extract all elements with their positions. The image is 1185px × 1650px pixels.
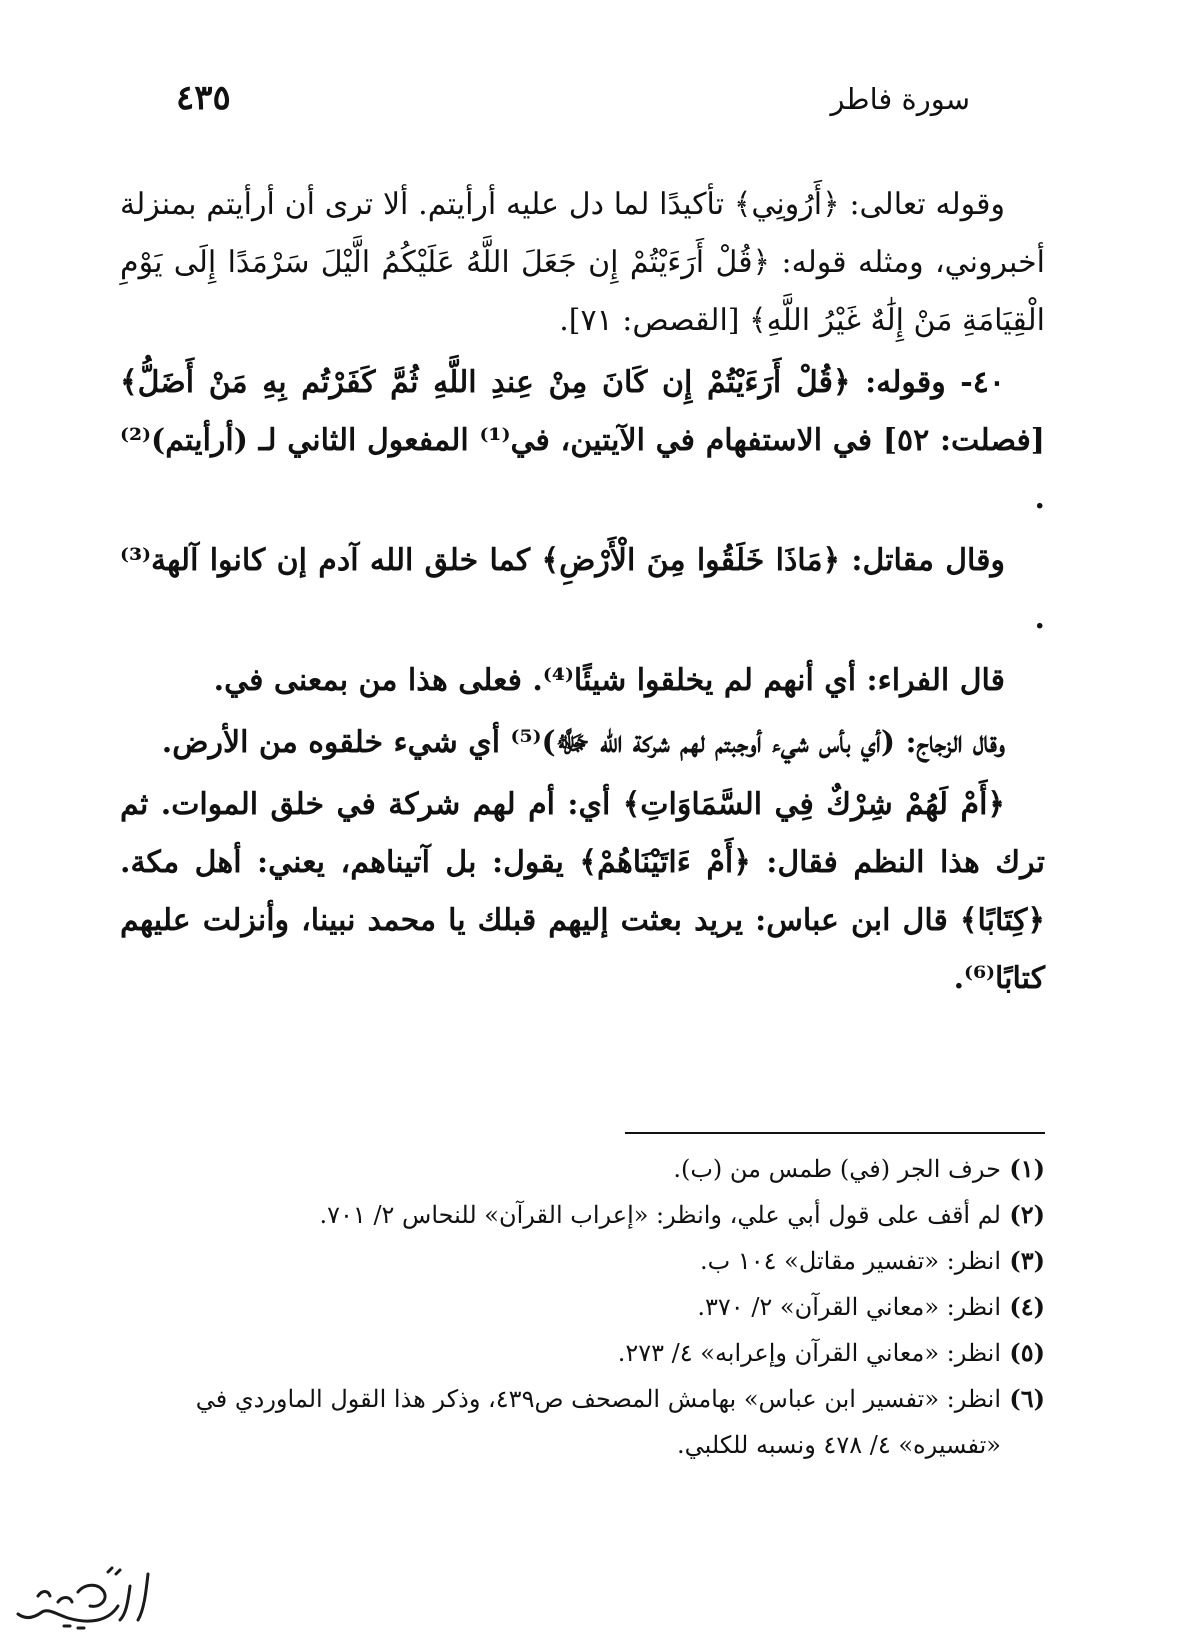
footnote-text: انظر: «معاني القرآن وإعرابه» ٤/ ٢٧٣. [617,1339,1001,1367]
footnote-number: (١) [1009,1154,1045,1183]
paragraph: ٤٠- وقوله: ﴿قُلْ أَرَءَيْتُمْ إِن كَانَ مِنْ عِندِ اللَّهِ ثُمَّ كَفَرْتُم بِهِ مَنْ أَضَلُّ﴾ [فصلت: ٥٢] في الاستفهام في الآيتين، في⁽¹⁾ المفعول الثاني لـ (أرأيتم)⁽²⁾ . [120,365,1046,516]
footnote-number: (٦) [1009,1384,1045,1413]
footnote [120,1284,1045,1330]
paragraph: وقال مقاتل: ﴿مَاذَا خَلَقُوا مِنَ الْأَرْضِ﴾ كما خلق الله آدم إن كانوا آلهة⁽³⁾ . [120,543,1045,636]
footnote [120,1376,1045,1468]
footnotes [120,1146,1045,1468]
footnote-number: (٤) [1009,1292,1045,1321]
page-header [176,78,970,128]
footnote-text: حرف الجر (في) طمس من (ب). [673,1155,1001,1183]
footnote-number: (٢) [1009,1200,1045,1229]
footnote [120,1238,1045,1284]
footnote-text: لم أقف على قول أبي علي، وانظر: «إعراب القرآن» للنحاس ٢/ ٧٠١. [319,1201,1001,1229]
footnote-text: انظر: «تفسير مقاتل» ١٠٤ ب. [699,1247,1001,1275]
paragraph: ﴿أَمْ لَهُمْ شِرْكٌ فِي السَّمَاوَاتِ﴾ أي: أم لهم شركة في خلق الموات. ثم ترك هذا النظم فقال: ﴿أَمْ ءَاتَيْنَاهُمْ﴾ يقول: بل آتيناهم، يعني: أهل مكة. ﴿كِتَابًا﴾ قال ابن عباس: يريد بعثت إليهم قبلك يا محمد نبينا، وأنزلت عليهم كتابًا⁽⁶⁾. [120,787,1045,996]
footnote-text: انظر: «تفسير ابن عباس» بهامش المصحف ص٤٣٩، وذكر هذا القول الماوردي في «تفسيره» ٤/ ٤٧٨ ونسبه للكلبي. [195,1385,1001,1459]
footnote [120,1330,1045,1376]
paragraph: وقال الزجاج: (أي بأس شيء أوجبتم لهم شركة الله ﷻ)⁽⁵⁾ أي شيء خلقوه من الأرض. [161,725,1005,760]
footnote [120,1192,1045,1238]
page-number: ٤٣٥ [176,78,231,118]
footnote-number: (٥) [1009,1338,1045,1367]
main-text [120,176,1045,1012]
paragraph: قال الفراء: أي أنهم لم يخلقوا شيئًا⁽⁴⁾. فعلى هذا من بمعنى في. [213,663,1005,698]
footnote-number: (٣) [1009,1246,1045,1275]
surah-title: سورة فاطر [830,82,970,116]
paragraph: وقوله تعالى: ﴿أَرُونِي﴾ تأكيدًا لما دل عليه أرأيتم. ألا ترى أن أرأيتم بمنزلة أخبروني، ومثله قوله: ﴿قُلْ أَرَءَيْتُمْ إِن جَعَلَ اللَّهُ عَلَيْكُمُ الَّيْلَ سَرْمَدًا إِلَى يَوْمِ الْقِيَامَةِ مَنْ إِلَٰهٌ غَيْرُ اللَّهِ﴾ [القصص: ٧١]. [120,187,1045,338]
calligraphy-logo-icon [8,1562,158,1634]
footnote [120,1146,1045,1192]
footnote-divider [625,1132,1045,1134]
footnote-text: انظر: «معاني القرآن» ٢/ ٣٧٠. [697,1293,1001,1321]
